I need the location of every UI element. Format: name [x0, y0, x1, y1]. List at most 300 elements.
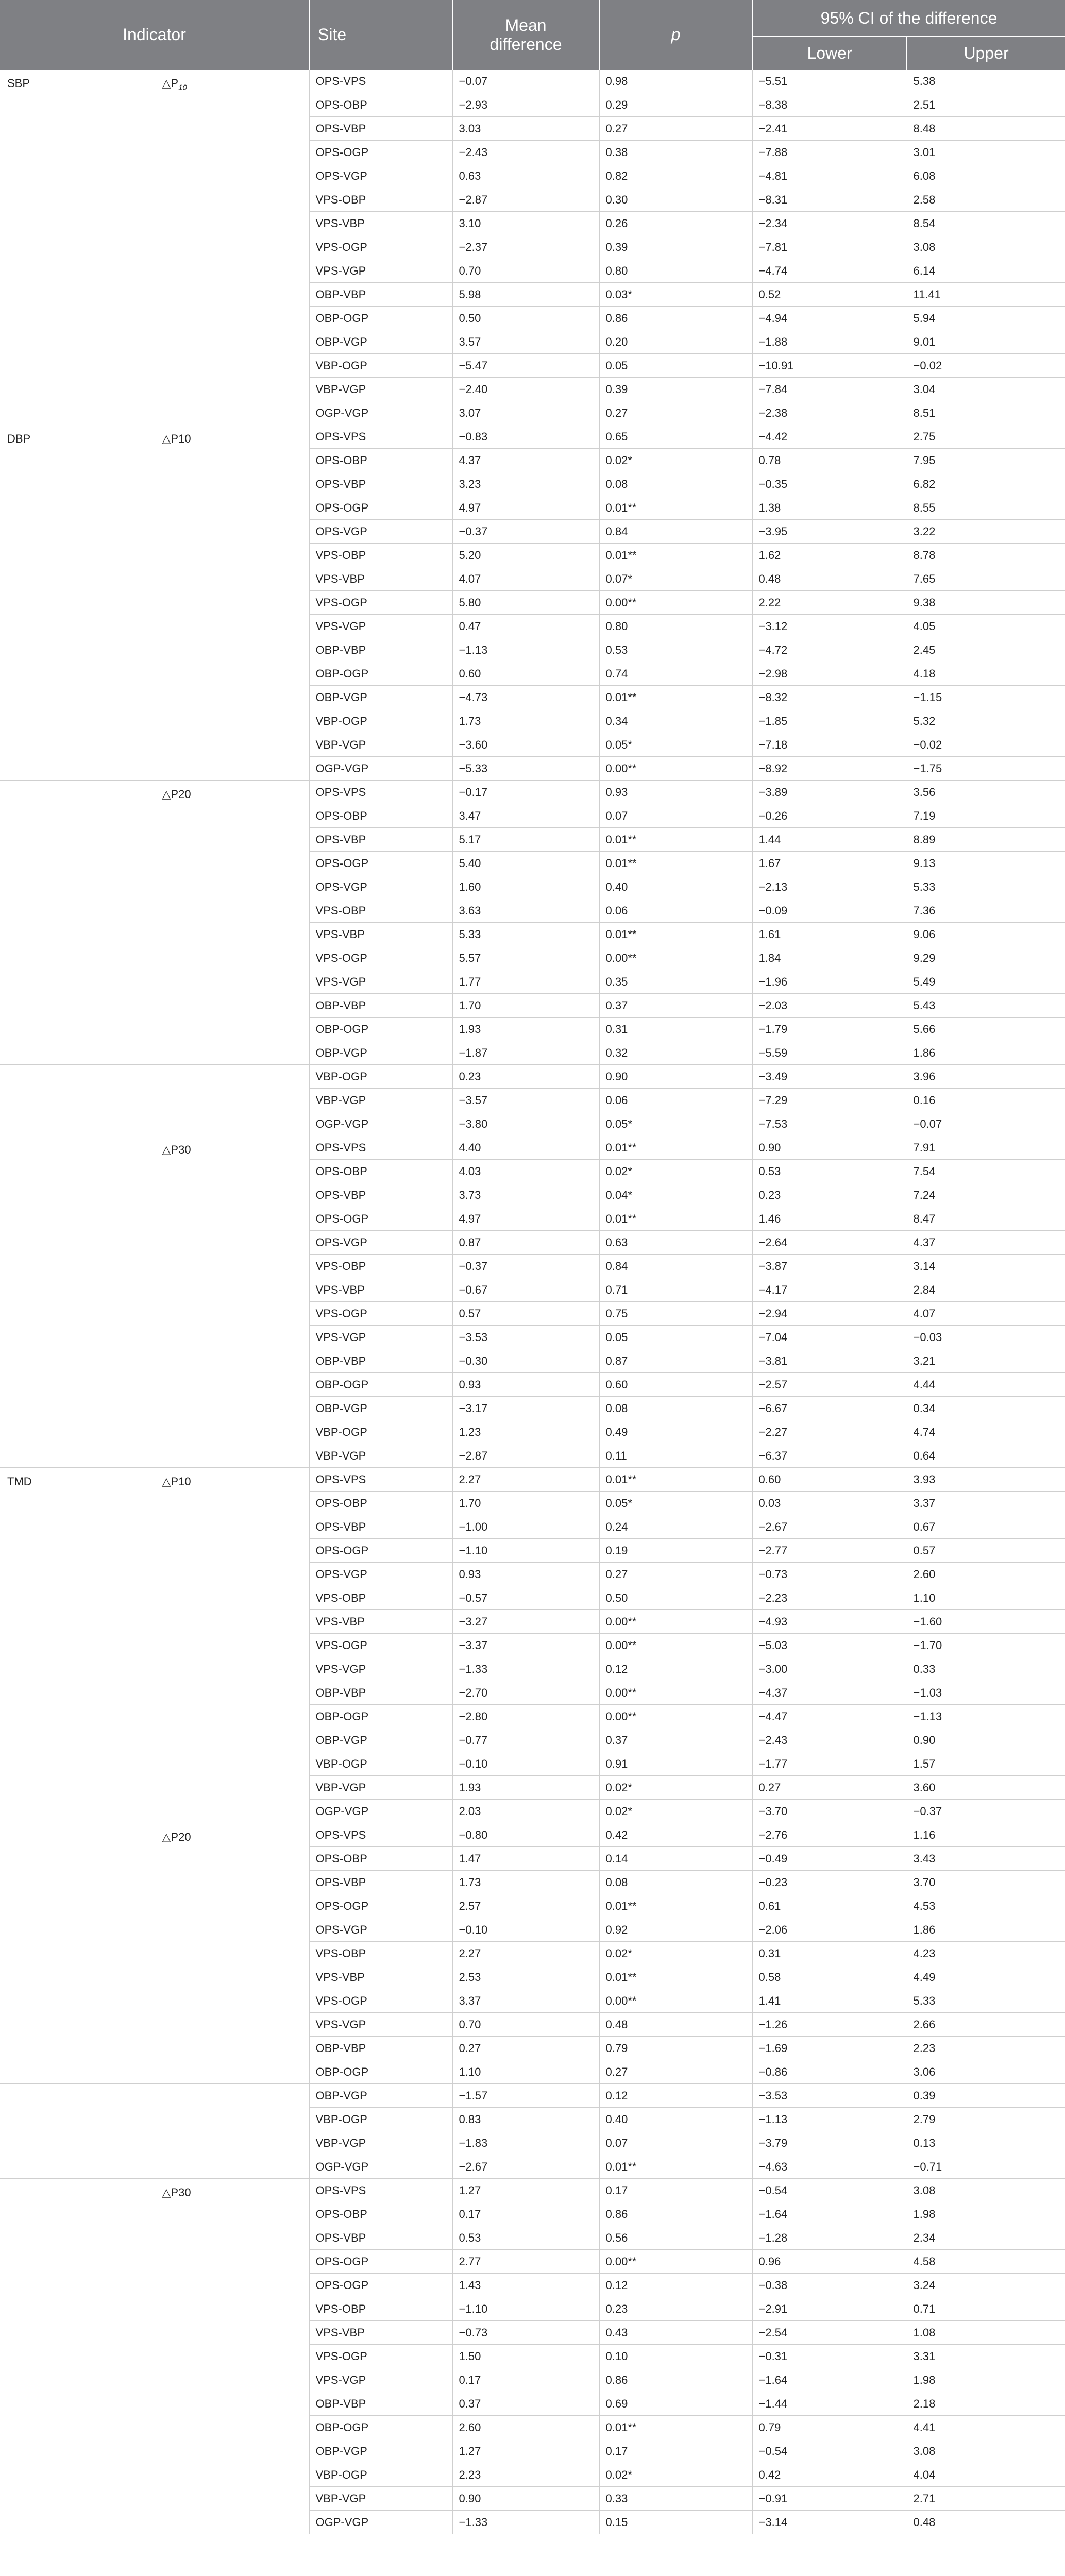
table-body: [0, 70, 1065, 2534]
site-cell: OGP-VGP: [309, 401, 452, 425]
ci-upper-cell: 3.22: [907, 520, 1065, 544]
p-value-cell: 0.01**: [599, 923, 752, 946]
p-value-cell: 0.48: [599, 2013, 752, 2037]
ci-upper-cell: 7.91: [907, 1136, 1065, 1160]
ci-upper-cell: 5.66: [907, 1018, 1065, 1041]
ci-lower-cell: −2.06: [752, 1918, 907, 1942]
site-cell: OGP-VGP: [309, 1112, 452, 1136]
ci-lower-cell: −4.94: [752, 307, 907, 330]
p-value-cell: 0.49: [599, 1420, 752, 1444]
p-value-cell: 0.08: [599, 472, 752, 496]
site-cell: OBP-VGP: [309, 1397, 452, 1420]
ci-lower-cell: −1.64: [752, 2368, 907, 2392]
site-cell: OPS-OGP: [309, 141, 452, 164]
ci-upper-cell: 3.08: [907, 235, 1065, 259]
p-value-cell: 0.01**: [599, 1468, 752, 1492]
mean-difference-cell: 5.17: [452, 828, 599, 852]
site-cell: VBP-VGP: [309, 1776, 452, 1800]
ci-lower-cell: −3.12: [752, 615, 907, 638]
ci-upper-cell: 4.37: [907, 1231, 1065, 1255]
mean-difference-cell: −0.73: [452, 2321, 599, 2345]
ci-lower-cell: −4.37: [752, 1681, 907, 1705]
site-cell: VPS-VGP: [309, 970, 452, 994]
ci-lower-cell: −3.95: [752, 520, 907, 544]
ci-lower-cell: −0.23: [752, 1871, 907, 1894]
mean-difference-cell: −2.87: [452, 1444, 599, 1468]
p-value-cell: 0.42: [599, 1823, 752, 1847]
site-cell: OPS-VGP: [309, 1918, 452, 1942]
ci-lower-cell: −2.64: [752, 1231, 907, 1255]
site-cell: VPS-VGP: [309, 1326, 452, 1349]
p-value-cell: 0.84: [599, 1255, 752, 1278]
ci-upper-cell: 8.54: [907, 212, 1065, 235]
ci-upper-cell: 3.93: [907, 1468, 1065, 1492]
site-cell: OPS-VBP: [309, 828, 452, 852]
ci-lower-cell: −3.79: [752, 2131, 907, 2155]
site-cell: OPS-VBP: [309, 117, 452, 141]
ci-upper-cell: −0.37: [907, 1800, 1065, 1823]
ci-lower-cell: −1.79: [752, 1018, 907, 1041]
p-value-cell: 0.02*: [599, 1800, 752, 1823]
p-value-cell: 0.02*: [599, 1160, 752, 1183]
p-value-cell: 0.06: [599, 1089, 752, 1112]
ci-upper-cell: 0.13: [907, 2131, 1065, 2155]
site-cell: OPS-OGP: [309, 1539, 452, 1563]
ci-lower-cell: −0.54: [752, 2179, 907, 2202]
ci-lower-cell: −2.41: [752, 117, 907, 141]
p-value-cell: 0.01**: [599, 544, 752, 567]
ci-upper-cell: 5.32: [907, 709, 1065, 733]
p-value-cell: 0.86: [599, 2368, 752, 2392]
sub-indicator-label: △P30: [162, 2186, 191, 2199]
ci-lower-cell: 0.27: [752, 1776, 907, 1800]
mean-difference-cell: −0.10: [452, 1918, 599, 1942]
ci-upper-cell: 2.34: [907, 2226, 1065, 2250]
site-cell: VPS-OGP: [309, 1989, 452, 2013]
mean-difference-cell: 0.83: [452, 2108, 599, 2131]
site-cell: OBP-VGP: [309, 1041, 452, 1065]
ci-lower-cell: 0.52: [752, 283, 907, 307]
ci-lower-cell: −7.88: [752, 141, 907, 164]
p-value-cell: 0.90: [599, 1065, 752, 1089]
site-cell: OPS-VGP: [309, 1231, 452, 1255]
mean-difference-cell: 3.37: [452, 1989, 599, 2013]
mean-difference-cell: 3.57: [452, 330, 599, 354]
site-cell: VPS-OBP: [309, 899, 452, 923]
p-value-cell: 0.84: [599, 520, 752, 544]
p-value-cell: 0.05*: [599, 733, 752, 757]
ci-upper-cell: 1.10: [907, 1586, 1065, 1610]
ci-upper-cell: 6.14: [907, 259, 1065, 283]
site-cell: VBP-OGP: [309, 1420, 452, 1444]
ci-lower-cell: −7.81: [752, 235, 907, 259]
mean-difference-cell: 0.70: [452, 259, 599, 283]
ci-lower-cell: −0.38: [752, 2274, 907, 2297]
ci-upper-cell: 3.60: [907, 1776, 1065, 1800]
p-value-cell: 0.01**: [599, 852, 752, 875]
site-cell: VPS-VBP: [309, 1278, 452, 1302]
mean-difference-cell: −3.80: [452, 1112, 599, 1136]
mean-difference-cell: −2.40: [452, 378, 599, 401]
p-value-cell: 0.17: [599, 2179, 752, 2202]
ci-lower-cell: −0.26: [752, 804, 907, 828]
ci-upper-cell: 4.58: [907, 2250, 1065, 2274]
ci-lower-cell: −3.14: [752, 2511, 907, 2534]
mean-difference-cell: 1.77: [452, 970, 599, 994]
ci-upper-cell: 7.95: [907, 449, 1065, 472]
site-cell: VBP-OGP: [309, 1752, 452, 1776]
ci-upper-cell: 9.38: [907, 591, 1065, 615]
mean-difference-cell: 5.40: [452, 852, 599, 875]
mean-difference-cell: −1.10: [452, 2297, 599, 2321]
mean-difference-cell: −0.67: [452, 1278, 599, 1302]
ci-upper-cell: 2.60: [907, 1563, 1065, 1586]
mean-difference-cell: 2.53: [452, 1965, 599, 1989]
site-cell: OBP-OGP: [309, 2416, 452, 2439]
ci-lower-cell: −5.03: [752, 1634, 907, 1657]
site-cell: OBP-OGP: [309, 1373, 452, 1397]
mean-difference-cell: −1.33: [452, 2511, 599, 2534]
site-cell: OPS-VPS: [309, 1136, 452, 1160]
sub-indicator-suffix: 10: [178, 83, 187, 92]
mean-difference-cell: 4.40: [452, 1136, 599, 1160]
ci-upper-cell: 8.51: [907, 401, 1065, 425]
header-lower: Lower: [752, 37, 907, 70]
site-cell: OPS-VGP: [309, 875, 452, 899]
ci-upper-cell: 2.18: [907, 2392, 1065, 2416]
p-value-cell: 0.01**: [599, 496, 752, 520]
ci-upper-cell: 6.82: [907, 472, 1065, 496]
header-mean-difference-line1: Mean: [505, 15, 547, 35]
p-value-cell: 0.01**: [599, 1894, 752, 1918]
ci-upper-cell: 5.38: [907, 70, 1065, 93]
site-cell: OBP-VBP: [309, 1681, 452, 1705]
table-row: [0, 70, 1065, 93]
table-row: [0, 1823, 1065, 1847]
ci-upper-cell: 0.90: [907, 1728, 1065, 1752]
mean-difference-cell: 0.37: [452, 2392, 599, 2416]
mean-difference-cell: −4.73: [452, 686, 599, 709]
mean-difference-cell: 0.60: [452, 662, 599, 686]
site-cell: VPS-VGP: [309, 1657, 452, 1681]
mean-difference-cell: −3.57: [452, 1089, 599, 1112]
ci-lower-cell: −2.27: [752, 1420, 907, 1444]
ci-lower-cell: −0.09: [752, 899, 907, 923]
ci-lower-cell: −0.86: [752, 2060, 907, 2084]
ci-lower-cell: −2.76: [752, 1823, 907, 1847]
ci-upper-cell: −1.75: [907, 757, 1065, 781]
ci-upper-cell: 3.43: [907, 1847, 1065, 1871]
ci-upper-cell: 7.19: [907, 804, 1065, 828]
p-value-cell: 0.05: [599, 1326, 752, 1349]
p-value-cell: 0.00**: [599, 757, 752, 781]
p-value-cell: 0.19: [599, 1539, 752, 1563]
mean-difference-cell: 1.23: [452, 1420, 599, 1444]
site-cell: VPS-OGP: [309, 946, 452, 970]
ci-upper-cell: 0.57: [907, 1539, 1065, 1563]
site-cell: VBP-VGP: [309, 1089, 452, 1112]
site-cell: OBP-VGP: [309, 686, 452, 709]
ci-lower-cell: 0.31: [752, 1942, 907, 1965]
ci-lower-cell: −0.54: [752, 2439, 907, 2463]
site-cell: OPS-VBP: [309, 472, 452, 496]
ci-upper-cell: −1.03: [907, 1681, 1065, 1705]
site-cell: OPS-VBP: [309, 1871, 452, 1894]
p-value-cell: 0.15: [599, 2511, 752, 2534]
mean-difference-cell: 5.57: [452, 946, 599, 970]
mean-difference-cell: −2.93: [452, 93, 599, 117]
p-value-cell: 0.38: [599, 141, 752, 164]
site-cell: VPS-OGP: [309, 2345, 452, 2368]
ci-upper-cell: 9.06: [907, 923, 1065, 946]
ci-upper-cell: 2.66: [907, 2013, 1065, 2037]
ci-lower-cell: −0.91: [752, 2487, 907, 2511]
indicator-cell: [0, 1065, 155, 1136]
ci-upper-cell: 2.71: [907, 2487, 1065, 2511]
ci-upper-cell: 4.41: [907, 2416, 1065, 2439]
p-value-cell: 0.02*: [599, 1776, 752, 1800]
site-cell: VPS-OBP: [309, 1942, 452, 1965]
site-cell: VBP-OGP: [309, 2463, 452, 2487]
p-value-cell: 0.86: [599, 307, 752, 330]
site-cell: OBP-OGP: [309, 1705, 452, 1728]
ci-lower-cell: −1.13: [752, 2108, 907, 2131]
site-cell: VPS-VBP: [309, 212, 452, 235]
ci-upper-cell: 4.44: [907, 1373, 1065, 1397]
site-cell: VPS-VBP: [309, 923, 452, 946]
mean-difference-cell: 3.07: [452, 401, 599, 425]
p-value-cell: 0.31: [599, 1018, 752, 1041]
ci-upper-cell: 8.78: [907, 544, 1065, 567]
sub-indicator-cell: [155, 70, 309, 425]
sub-indicator-cell: [155, 2084, 309, 2179]
ci-lower-cell: −6.67: [752, 1397, 907, 1420]
p-value-cell: 0.63: [599, 1231, 752, 1255]
site-cell: OPS-VBP: [309, 1515, 452, 1539]
site-cell: VPS-OBP: [309, 544, 452, 567]
ci-upper-cell: 5.43: [907, 994, 1065, 1018]
ci-upper-cell: 4.53: [907, 1894, 1065, 1918]
mean-difference-cell: 0.90: [452, 2487, 599, 2511]
ci-lower-cell: −10.91: [752, 354, 907, 378]
p-value-cell: 0.29: [599, 93, 752, 117]
header-mean-difference-line2: difference: [489, 35, 562, 54]
ci-upper-cell: 4.07: [907, 1302, 1065, 1326]
site-cell: VBP-OGP: [309, 354, 452, 378]
ci-lower-cell: −1.28: [752, 2226, 907, 2250]
ci-lower-cell: −3.81: [752, 1349, 907, 1373]
ci-lower-cell: −8.92: [752, 757, 907, 781]
p-value-cell: 0.30: [599, 188, 752, 212]
ci-upper-cell: 2.79: [907, 2108, 1065, 2131]
site-cell: OPS-OBP: [309, 2202, 452, 2226]
sub-indicator-cell: [155, 781, 309, 1065]
p-value-cell: 0.12: [599, 2084, 752, 2108]
ci-upper-cell: 2.75: [907, 425, 1065, 449]
sub-indicator-cell: [155, 2179, 309, 2534]
ci-upper-cell: −1.15: [907, 686, 1065, 709]
ci-upper-cell: 4.23: [907, 1942, 1065, 1965]
ci-upper-cell: 9.13: [907, 852, 1065, 875]
ci-lower-cell: −3.53: [752, 2084, 907, 2108]
p-value-cell: 0.93: [599, 781, 752, 804]
site-cell: OBP-OGP: [309, 307, 452, 330]
p-value-cell: 0.24: [599, 1515, 752, 1539]
site-cell: VBP-VGP: [309, 2487, 452, 2511]
mean-difference-cell: 3.73: [452, 1183, 599, 1207]
mean-difference-cell: 5.98: [452, 283, 599, 307]
sub-indicator-label: △P20: [162, 788, 191, 801]
ci-upper-cell: 4.49: [907, 1965, 1065, 1989]
sub-indicator-cell: [155, 1823, 309, 2084]
ci-upper-cell: 8.48: [907, 117, 1065, 141]
mean-difference-cell: 1.93: [452, 1018, 599, 1041]
mean-difference-cell: 1.70: [452, 994, 599, 1018]
ci-lower-cell: −2.98: [752, 662, 907, 686]
p-value-cell: 0.01**: [599, 1965, 752, 1989]
ci-upper-cell: −0.02: [907, 354, 1065, 378]
site-cell: OPS-VGP: [309, 164, 452, 188]
ci-upper-cell: 0.64: [907, 1444, 1065, 1468]
ci-upper-cell: 1.57: [907, 1752, 1065, 1776]
site-cell: OGP-VGP: [309, 2155, 452, 2179]
ci-upper-cell: 5.33: [907, 875, 1065, 899]
ci-upper-cell: 3.04: [907, 378, 1065, 401]
mean-difference-cell: 5.33: [452, 923, 599, 946]
ci-lower-cell: −4.72: [752, 638, 907, 662]
p-value-cell: 0.92: [599, 1918, 752, 1942]
site-cell: VBP-OGP: [309, 2108, 452, 2131]
header-upper: Upper: [907, 37, 1065, 70]
ci-upper-cell: 2.84: [907, 1278, 1065, 1302]
mean-difference-cell: −2.87: [452, 188, 599, 212]
site-cell: OBP-OGP: [309, 2060, 452, 2084]
p-value-cell: 0.43: [599, 2321, 752, 2345]
ci-upper-cell: 1.86: [907, 1918, 1065, 1942]
mean-difference-cell: −2.37: [452, 235, 599, 259]
table-header: [0, 0, 1065, 70]
ci-upper-cell: 1.86: [907, 1041, 1065, 1065]
mean-difference-cell: 0.57: [452, 1302, 599, 1326]
ci-upper-cell: 3.31: [907, 2345, 1065, 2368]
ci-lower-cell: −1.26: [752, 2013, 907, 2037]
mean-difference-cell: −1.57: [452, 2084, 599, 2108]
site-cell: VBP-VGP: [309, 1444, 452, 1468]
site-cell: OPS-VBP: [309, 1183, 452, 1207]
indicator-cell: TMD: [0, 1468, 155, 1823]
mean-difference-cell: 0.63: [452, 164, 599, 188]
header-ci: 95% CI of the difference: [752, 0, 1065, 37]
site-cell: OPS-VPS: [309, 70, 452, 93]
ci-upper-cell: 9.29: [907, 946, 1065, 970]
ci-upper-cell: 4.18: [907, 662, 1065, 686]
ci-upper-cell: −1.70: [907, 1634, 1065, 1657]
ci-upper-cell: 1.16: [907, 1823, 1065, 1847]
table-row: [0, 1065, 1065, 1089]
ci-upper-cell: 1.08: [907, 2321, 1065, 2345]
mean-difference-cell: 1.50: [452, 2345, 599, 2368]
site-cell: OPS-OGP: [309, 1894, 452, 1918]
mean-difference-cell: −0.83: [452, 425, 599, 449]
site-cell: OPS-OBP: [309, 1847, 452, 1871]
ci-lower-cell: 1.41: [752, 1989, 907, 2013]
table-row: [0, 1468, 1065, 1492]
mean-difference-cell: 0.17: [452, 2202, 599, 2226]
ci-upper-cell: 2.23: [907, 2037, 1065, 2060]
ci-lower-cell: −5.59: [752, 1041, 907, 1065]
ci-lower-cell: −2.43: [752, 1728, 907, 1752]
mean-difference-cell: 0.87: [452, 1231, 599, 1255]
p-value-cell: 0.26: [599, 212, 752, 235]
p-value-cell: 0.82: [599, 164, 752, 188]
ci-lower-cell: −8.32: [752, 686, 907, 709]
ci-upper-cell: 7.54: [907, 1160, 1065, 1183]
ci-lower-cell: 1.38: [752, 496, 907, 520]
ci-lower-cell: 0.53: [752, 1160, 907, 1183]
ci-upper-cell: 0.39: [907, 2084, 1065, 2108]
mean-difference-cell: −2.70: [452, 1681, 599, 1705]
ci-lower-cell: −0.35: [752, 472, 907, 496]
site-cell: OGP-VGP: [309, 1800, 452, 1823]
mean-difference-cell: −2.67: [452, 2155, 599, 2179]
site-cell: OPS-OGP: [309, 1207, 452, 1231]
site-cell: VPS-OGP: [309, 1634, 452, 1657]
mean-difference-cell: −1.10: [452, 1539, 599, 1563]
site-cell: OPS-VPS: [309, 781, 452, 804]
site-cell: VPS-VBP: [309, 1610, 452, 1634]
site-cell: VPS-OBP: [309, 2297, 452, 2321]
ci-upper-cell: 5.94: [907, 307, 1065, 330]
p-value-cell: 0.00**: [599, 1989, 752, 2013]
site-cell: OPS-OBP: [309, 93, 452, 117]
site-cell: VPS-VBP: [309, 567, 452, 591]
mean-difference-cell: −0.17: [452, 781, 599, 804]
ci-lower-cell: −2.94: [752, 1302, 907, 1326]
mean-difference-cell: −1.83: [452, 2131, 599, 2155]
sub-indicator-cell: [155, 1468, 309, 1823]
site-cell: OGP-VGP: [309, 2511, 452, 2534]
p-value-cell: 0.11: [599, 1444, 752, 1468]
site-cell: VBP-OGP: [309, 1065, 452, 1089]
table-row: [0, 1136, 1065, 1160]
mean-difference-cell: 1.73: [452, 709, 599, 733]
p-value-cell: 0.40: [599, 2108, 752, 2131]
p-value-cell: 0.01**: [599, 686, 752, 709]
mean-difference-cell: −3.37: [452, 1634, 599, 1657]
indicator-cell: [0, 2084, 155, 2179]
ci-lower-cell: −4.93: [752, 1610, 907, 1634]
site-cell: OPS-OBP: [309, 804, 452, 828]
p-value-cell: 0.02*: [599, 449, 752, 472]
mean-difference-cell: 0.53: [452, 2226, 599, 2250]
ci-upper-cell: 8.89: [907, 828, 1065, 852]
ci-upper-cell: 0.71: [907, 2297, 1065, 2321]
site-cell: VPS-VGP: [309, 615, 452, 638]
p-value-cell: 0.27: [599, 117, 752, 141]
p-value-cell: 0.71: [599, 1278, 752, 1302]
ci-lower-cell: 1.67: [752, 852, 907, 875]
ci-upper-cell: 3.08: [907, 2439, 1065, 2463]
mean-difference-cell: −0.07: [452, 70, 599, 93]
ci-upper-cell: 0.67: [907, 1515, 1065, 1539]
site-cell: OBP-VBP: [309, 1349, 452, 1373]
ci-lower-cell: 0.79: [752, 2416, 907, 2439]
ci-lower-cell: −3.49: [752, 1065, 907, 1089]
site-cell: OBP-VGP: [309, 1728, 452, 1752]
ci-lower-cell: 0.96: [752, 2250, 907, 2274]
p-value-cell: 0.40: [599, 875, 752, 899]
ci-lower-cell: −1.77: [752, 1752, 907, 1776]
